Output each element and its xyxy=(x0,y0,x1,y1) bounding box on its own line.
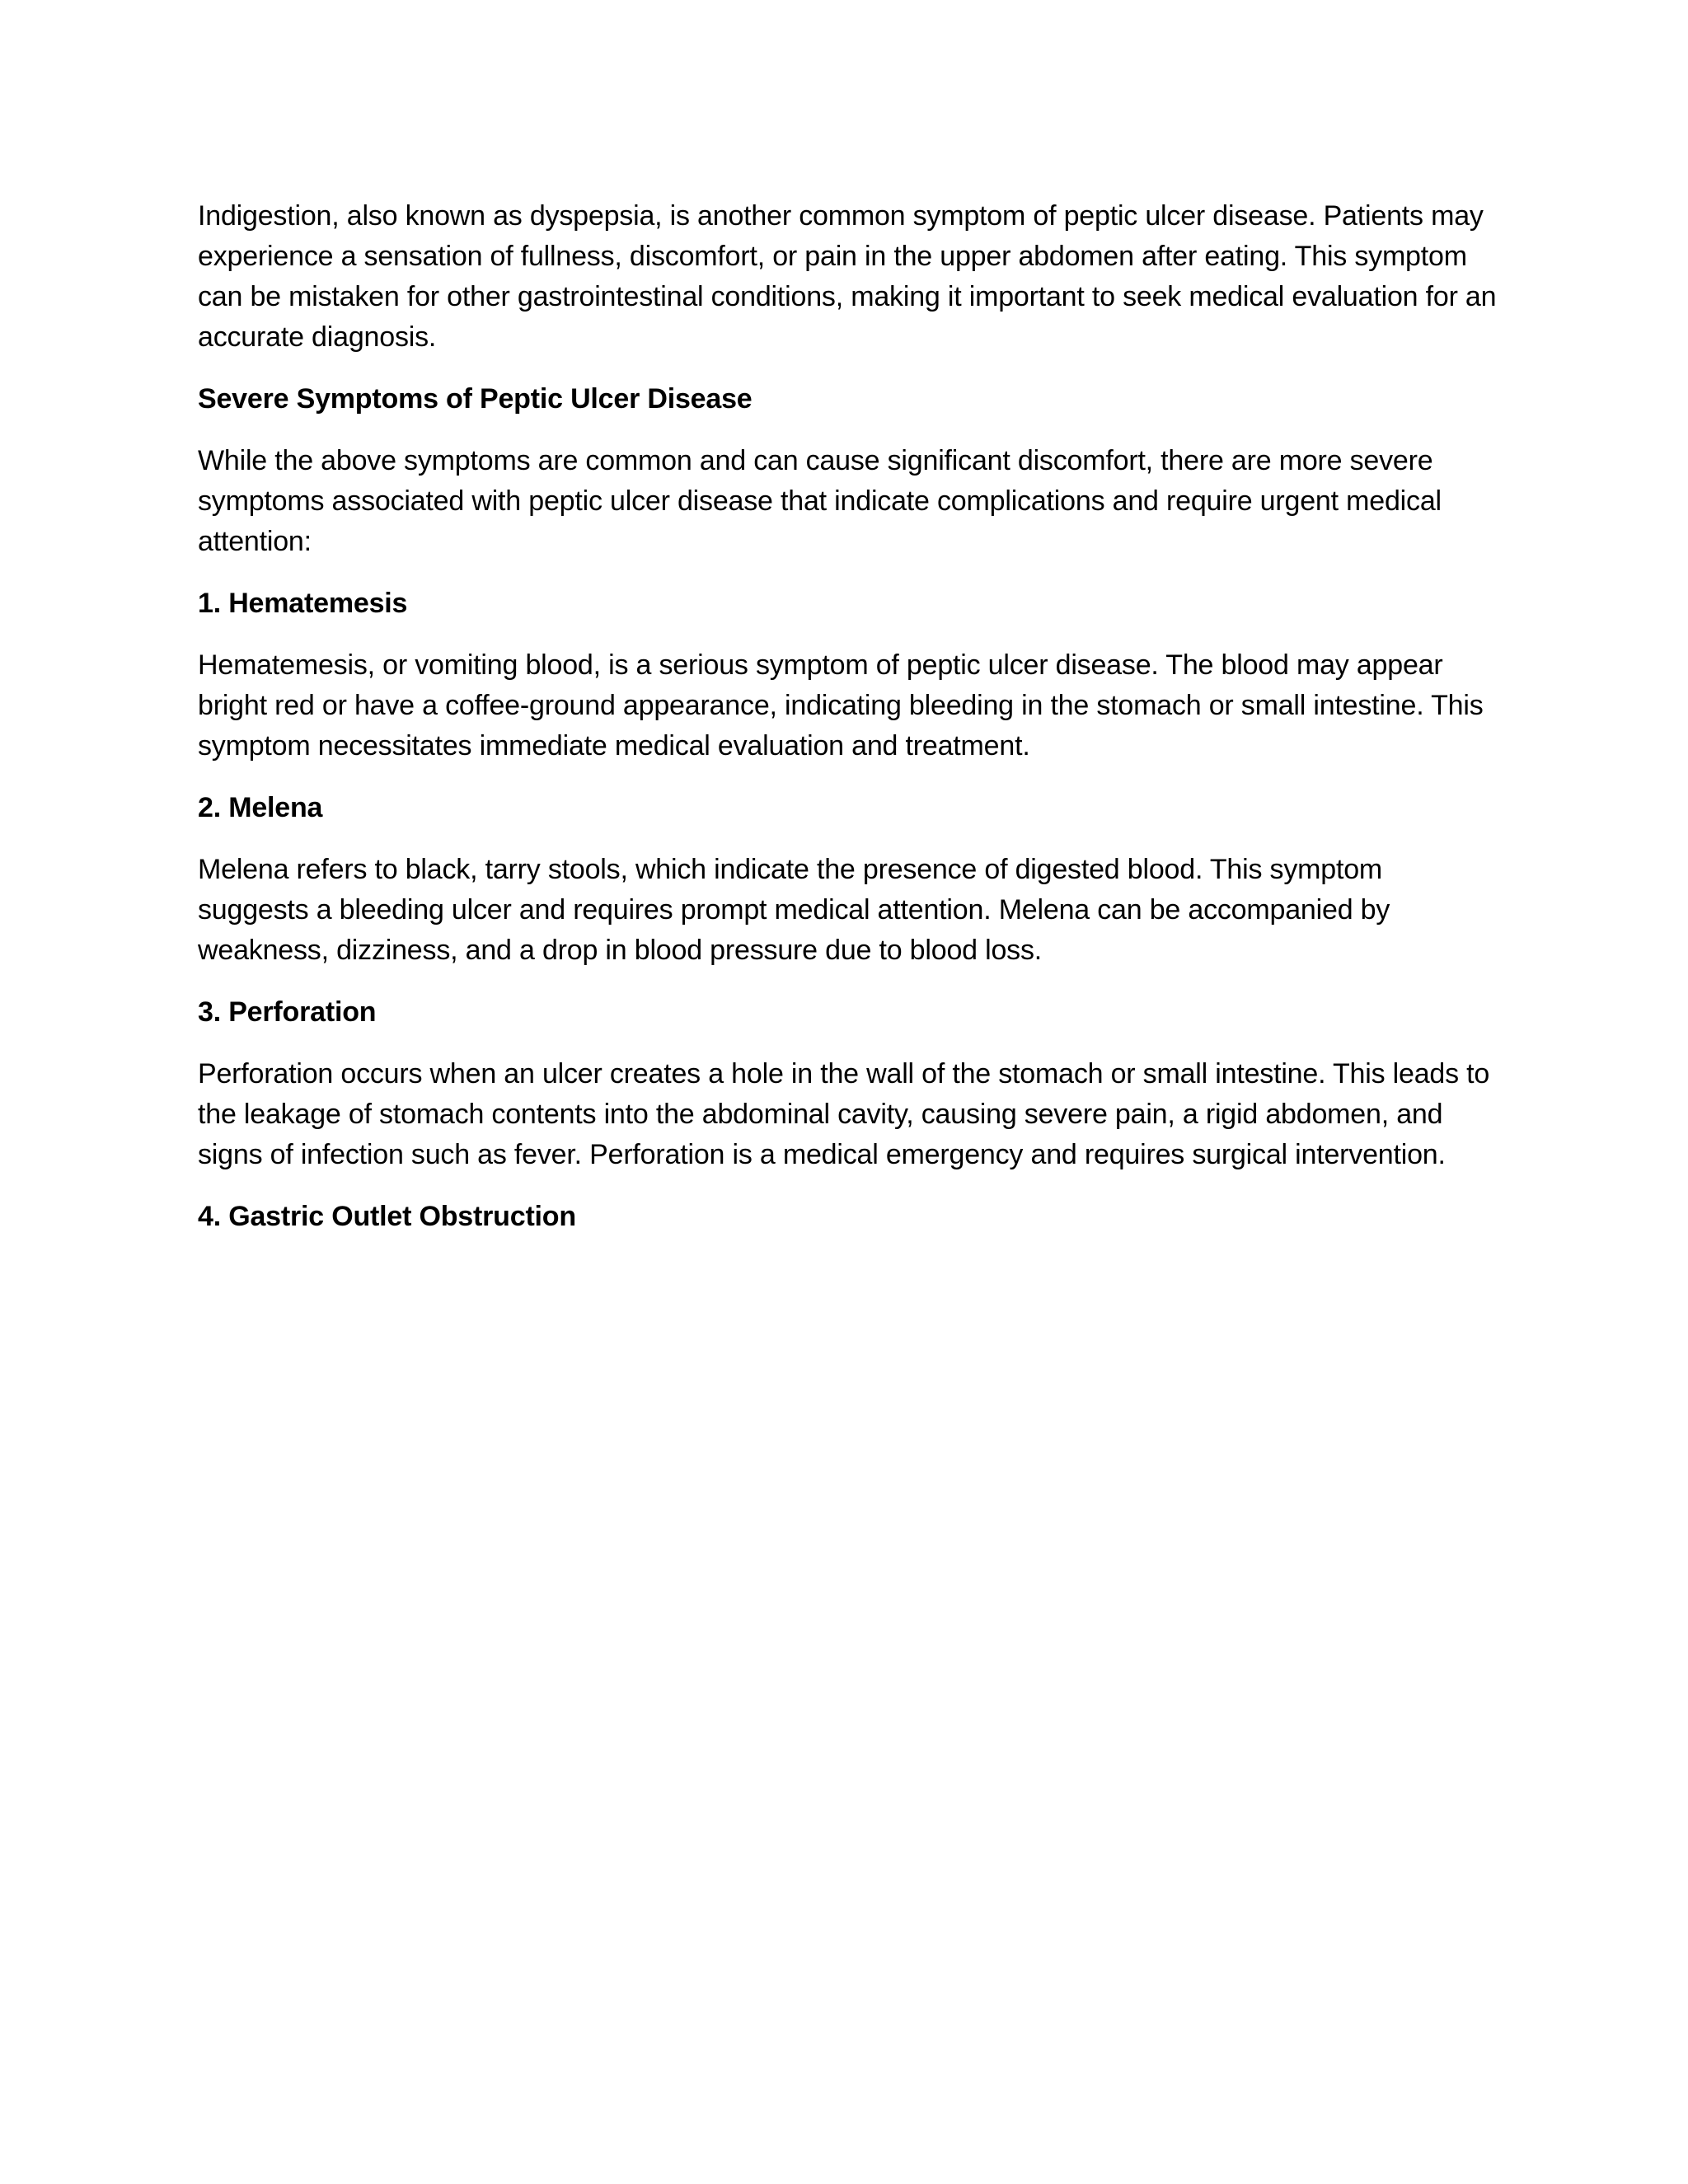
paragraph-severe-intro: While the above symptoms are common and can cause significant discomfort, there are more severe symptoms associated with peptic ulcer disease that indicate complications and require urgent medical attention: xyxy=(198,445,1442,557)
paragraph-melena: Melena refers to black, tarry stools, which indicate the presence of digested blood. This symptom suggests a bleeding ulcer and requires prompt medical attention. Melena can be accompanied by weakness, dizziness, and a drop in blood pressure due to blood loss. xyxy=(198,854,1390,966)
heading-perforation: 3. Perforation xyxy=(198,996,377,1028)
document-body xyxy=(198,196,1500,1237)
heading-melena: 2. Melena xyxy=(198,792,323,823)
heading-severe-symptoms: Severe Symptoms of Peptic Ulcer Disease xyxy=(198,383,753,415)
heading-gastric-outlet-obstruction: 4. Gastric Outlet Obstruction xyxy=(198,1201,576,1232)
paragraph-hematemesis: Hematemesis, or vomiting blood, is a serious symptom of peptic ulcer disease. The blood may appear bright red or have a coffee-ground appearance, indicating bleeding in the stomach or small intestine. This symptom necessitates immediate medical evaluation and treatment. xyxy=(198,649,1484,762)
paragraph-indigestion: Indigestion, also known as dyspepsia, is another common symptom of peptic ulcer disease. Patients may experience a sensation of fullness, discomfort, or pain in the upper abdomen after eating. This symptom can be mistaken for other gastrointestinal conditions, making it important to seek medical evaluation for an accurate diagnosis. xyxy=(198,200,1497,353)
paragraph-perforation: Perforation occurs when an ulcer creates a hole in the wall of the stomach or small intestine. This leads to the leakage of stomach contents into the abdominal cavity, causing severe pain, a rigid abdomen, and signs of infection such as fever. Perforation is a medical emergency and requires surgical intervention. xyxy=(198,1058,1490,1170)
heading-hematemesis: 1. Hematemesis xyxy=(198,588,408,619)
